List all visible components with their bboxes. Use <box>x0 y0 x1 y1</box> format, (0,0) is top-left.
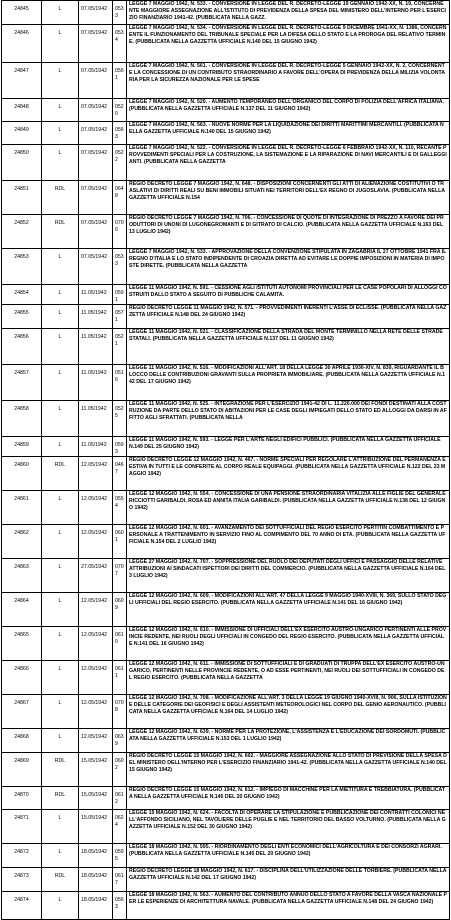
table-row <box>2 215 450 249</box>
act-number-cell: 0612 <box>113 787 127 810</box>
act-number-cell: 0609 <box>113 593 127 627</box>
record-number-cell: 24848 <box>2 99 42 122</box>
act-date-cell: 12.05/1942 <box>79 695 113 729</box>
act-date-cell: 12.05/1942 <box>79 661 113 695</box>
act-date-cell: 11.05/1942 <box>79 365 113 401</box>
act-date-cell: 11.05/1942 <box>79 305 113 329</box>
act-date-cell: 07.05/1942 <box>79 145 113 181</box>
act-description-cell: LEGGE 11 MAGGIO 1942, N. 516. - MODIFICAZIONI ALL'ART. 18 DELLA LEGGE 30 APRILE 1936-XIV, N. 839, RIGUARDANTE IL BLOCCO DELLE CONTRIBUZIONI GRAVANTI SULLA PROPRIETA IMMOBILIARE. (PUBBLICATA NELLA GAZZETTA UFFICIALE N.142 DEL 17 GIUGNO 1942) <box>127 365 450 401</box>
act-description-cell: LEGGE 12 MAGGIO 1942, N. 609. - MODIFICAZIONI ALL'ART. 47 DELLA LEGGE 9 MAGGIO 1940-XVIII, N. 369, SULLO STATO DEGLI UFFICIALI DEL REGIO ESERCITO. (PUBBLICATA NELLA GAZZETTA UFFICIALE N.141 DEL 16 GIUGNO 1942) <box>127 593 450 627</box>
act-description-cell: LEGGE 7 MAGGIO 1942, N. 522. - CONVERSIONE IN LEGGE DEL R. DECRETO-LEGGE 6 FEBBRAIO 1942-XX, N. 110, RECANTE PROVVEDIMENTI SPECIALI PER LA COSTRUZIONE, LA SISTEMAZIONE E LA RIPARAZIONE DI NAVI MERCANTILI E DI GALLEGGIANTI. (PUBBLICATA NELLA GAZZETTA <box>127 145 450 181</box>
act-number-cell: 0533 <box>113 249 127 285</box>
act-number-cell: 0571 <box>113 305 127 329</box>
act-type-cell: L <box>42 1 79 25</box>
act-type-cell: RDL <box>42 215 79 249</box>
act-date-cell: 18.05/1942 <box>79 868 113 892</box>
act-description-cell: LEGGE 7 MAGGIO 1942, N. 533. - APPROVAZIONE DELLA CONVENZIONE STIPULATA IN ZAGABRIA IL 27 OTTOBRE 1941 FRA IL REGNO D'ITALIA E LO STATO INDIPENDENTE DI CROAZIA DIRETTA AD EVITARE LE DOPPIE IMPOSIZIONI IN MATERIA DI IMPOSTE DIRETTE. (PUBBLICATA NELLA GAZZETTA <box>127 249 450 285</box>
record-number-cell: 24850 <box>2 145 42 181</box>
record-number-cell: 24854 <box>2 285 42 305</box>
act-description-cell: LEGGE 7 MAGGIO 1942, N. 561. - CONVERSIONE IN LEGGE DEL R. DECRETO-LEGGE 5 GENNAIO 1942-XX, N. 2, CONCERNENTE LA CONCESSIONE DI UN CONTRIBUTO STRAORDINARIO A FAVORE DELL'OPERA DI PREVIDENZA DELLA MILIZIA VOLONTARIA PER LA SICUREZZA NAZIONALE PER LE SPESE <box>127 63 450 99</box>
act-description-cell: REGIO DECRETO LEGGE 7 MAGGIO 1942, N. 706. - CONCESSIONE DI QUOTE DI INTEGRAZIONE DI PREZZO A FAVORE DEI PRODUTTORI DI UNONI DI LUGONEGROMANTI E DI GITRATO DI CALCIO. (PUBBLICATA NELLA GAZZETTA UFFICIALE N.163 DEL 13 LUGLIO 1942) <box>127 215 450 249</box>
table-row <box>2 868 450 892</box>
table-row <box>2 593 450 627</box>
record-number-cell: 24870 <box>2 787 42 810</box>
act-number-cell: 0602 <box>113 753 127 787</box>
table-row <box>2 99 450 122</box>
act-number-cell: 0611 <box>113 661 127 695</box>
act-description-cell: LEGGE 7 MAGGIO 1942, N. 534. - CONVERSIONE IN LEGGE DEL R. DECRETO-LEGGE 9 DICEMBRE 1941-XX, N. 1386, CONCERNENTE IL FUNZIONAMENTO DEL TRIBUNALE SPECIALE PER LA DIFESA DELLO STATO E LA PROROGA DEL RELATIVO TERMINE. (PUBBLICATA NELLA GAZZETTA UFFICIALE N.140 DEL 15 GIUGNO 1942) <box>127 25 450 63</box>
act-type-cell: RDL <box>42 457 79 491</box>
record-number-cell: 24845 <box>2 1 42 25</box>
act-number-cell: 0601 <box>113 525 127 559</box>
act-date-cell: 12.05/1942 <box>79 457 113 491</box>
act-date-cell: 07.05/1942 <box>79 63 113 99</box>
act-date-cell: 15.05/1942 <box>79 810 113 844</box>
act-type-cell: L <box>42 559 79 593</box>
act-number-cell: 0624 <box>113 810 127 844</box>
act-description-cell: REGIO DECRETO LEGGE 18 MAGGIO 1942, N. 617. - DISCIPLINA DELL'UTILIZZAZIONE DELLE TORBIERE. (PUBBLICATA NELLA GAZZETTA UFFICIALE N.142 DEL 17 GIUGNO 1942) <box>127 868 450 892</box>
record-number-cell: 24852 <box>2 215 42 249</box>
act-type-cell: RDL <box>42 868 79 892</box>
act-date-cell: 27.05/1942 <box>79 559 113 593</box>
table-row <box>2 729 450 753</box>
act-description-cell: LEGGE 12 MAGGIO 1942, N. 601. - AVANZAMENTO DEI SOTTUFFICIALI DEL REGIO ESERCITO PERTITIN COMBATTIMENTO E PERSONALE A TRATTENIMENTO IN SERVIZIO FINO AL COMPIMENTO DEL 70 ANNO DI ETA. (PUBBLICATA NELLA GAZZETTA UFFICIALE N.154 DEL 2 LUGLIO 1942) <box>127 525 450 559</box>
record-number-cell: 24846 <box>2 25 42 63</box>
laws-register-body <box>2 1 450 920</box>
act-type-cell: L <box>42 810 79 844</box>
table-row <box>2 559 450 593</box>
act-number-cell: 0516 <box>113 365 127 401</box>
record-number-cell: 24860 <box>2 457 42 491</box>
record-number-cell: 24849 <box>2 122 42 145</box>
table-row <box>2 753 450 787</box>
act-date-cell: 07.05/1942 <box>79 1 113 25</box>
act-number-cell: 0648 <box>113 181 127 215</box>
table-row <box>2 787 450 810</box>
table-row <box>2 145 450 181</box>
record-number-cell: 24871 <box>2 810 42 844</box>
act-date-cell: 11.05/1942 <box>79 285 113 305</box>
record-number-cell: 24855 <box>2 305 42 329</box>
table-row <box>2 249 450 285</box>
record-number-cell: 24847 <box>2 63 42 99</box>
act-number-cell: 0522 <box>113 145 127 181</box>
table-row <box>2 892 450 920</box>
act-date-cell: 12.05/1942 <box>79 729 113 753</box>
record-number-cell: 24874 <box>2 892 42 920</box>
act-type-cell: L <box>42 729 79 753</box>
act-number-cell: 0610 <box>113 627 127 661</box>
table-row <box>2 457 450 491</box>
act-date-cell: 15.05/1942 <box>79 787 113 810</box>
act-description-cell: LEGGE 7 MAGGIO 1942, N. 563. - NUOVE NORME PER LA LIQUIDAZIONE DEI DIRITTI MARITTIMI MERCANTILI. (PUBBLICATA NELLA GAZZETTA UFFICIALE N.140 DEL 15 GIUGNO 1942) <box>127 122 450 145</box>
act-number-cell: 0561 <box>113 63 127 99</box>
act-description-cell: LEGGE 12 MAGGIO 1942, N. 611. - IMMISSIONE DI SOTTUFFICIALI E DI GRADUATI DI TRUPPA DELL'EX ESERCITO AUSTRO-UNGARICO, PERTINENTI NELLE PROVINCIE REDENTE, O AD ESSE PERTINENTI, NEI RUOLI DEI SOTTUFFICIALI IN CONGEDO DEL REGIO ESERCITO. (PUBBLICATA NELLA GAZZETTA <box>127 661 450 695</box>
record-number-cell: 24862 <box>2 525 42 559</box>
act-type-cell: L <box>42 627 79 661</box>
act-type-cell: L <box>42 491 79 525</box>
act-type-cell: L <box>42 25 79 63</box>
act-date-cell: 18.05/1942 <box>79 844 113 868</box>
act-description-cell: LEGGE 27 MAGGIO 1942, N. 707. - SOPPRESSIONE DEL RUOLO DEI DEPUTATI DEGLI UFFICI E PASSAGGIO DELLE RELATIVE ATTRIBUZIONI AI SINDACATI ISPETTORI DEI DIRITTI DEL COMMERCIO. (PUBBLICATA NELLA GAZZETTA UFFICIALE N.164 DEL 3 LUGLIO 1942) <box>127 559 450 593</box>
record-number-cell: 24861 <box>2 491 42 525</box>
act-type-cell: RDL <box>42 181 79 215</box>
act-date-cell: 12.05/1942 <box>79 593 113 627</box>
act-description-cell: LEGGE 18 MAGGIO 1942, N. 563. - AUMENTO DEL CONTRIBUTO ANNUO DELLO STATO A FAVORE DELLA VASCA NAZIONALE PER LE ESPERIENZE DI ARCHITETTURA NAVALE. (PUBBLICATA NELLA GAZZETTA UFFICIALE N.148 DEL 24 GIUGNO 1942) <box>127 892 450 920</box>
act-description-cell: REGIO DECRETO LEGGE 15 MAGGIO 1942, N. 602. - MAGGIORE ASSEGNAZIONE ALLO STATO DI PREVISIONE DELLA SPESA DEL MINISTERO DELL'INTERNO PER L'ESERCIZIO FINANZIARIO 1941-42. (PUBBLICATA NELLA GAZZETTA UFFICIALE N.140 DEL 15 GIUGNO 1942) <box>127 753 450 787</box>
act-type-cell: L <box>42 401 79 437</box>
act-description-cell: LEGGE 11 MAGGIO 1942, N. 593. - LEGGE PER L'ARTE NEGLI EDIFICI PUBBLICI. (PUBBLICATA NELLA GAZZETTA UFFICIALE N.149 DEL 25 GIUGNO 1942) <box>127 437 450 457</box>
act-date-cell: 11.05/1942 <box>79 329 113 365</box>
act-number-cell: 0591 <box>113 285 127 305</box>
act-number-cell: 0706 <box>113 215 127 249</box>
act-description-cell: LEGGE 15 MAGGIO 1942, N. 624. - FACOLTA DI OPERARE LA STIPULAZIONE E PUBBLICAZIONE DEI CONTRATTI COLONICI NELL'AFFONDO SICILIANO, NEL TAVOLIERE DELLE PUGLIE E NEL TERRITORIO DEL BASSO VOLTURNO. (PUBBLICATA NELLA GAZZETTA UFFICIALE N.152 DEL 30 GIUGNO 1942) <box>127 810 450 844</box>
act-description-cell: REGIO DECRETO LEGGE 11 MAGGIO 1942, N. 571. - PROVVEDIMENTI INERENTI L'ASSE DI ECLISSE. (PUBBLICATA NELLA GAZZETTA UFFICIALE N.148 DEL 24 GIUGNO 1942) <box>127 305 450 329</box>
table-row <box>2 63 450 99</box>
table-row <box>2 695 450 729</box>
act-number-cell: 0520 <box>113 99 127 122</box>
act-date-cell: 12.05/1942 <box>79 627 113 661</box>
record-number-cell: 24868 <box>2 729 42 753</box>
record-number-cell: 24872 <box>2 844 42 868</box>
table-row <box>2 122 450 145</box>
act-description-cell: LEGGE 11 MAGGIO 1942, N. 521. - CLASSIFICAZIONE DELLA STRADA DEL MONTE TERMINILLO NELLA RETE DELLE STRADE STATALI. (PUBBLICATA NELLA GAZZETTA UFFICIALE N.137 DEL 11 GIUGNO 1942) <box>127 329 450 365</box>
act-number-cell: 0534 <box>113 25 127 63</box>
record-number-cell: 24865 <box>2 627 42 661</box>
act-description-cell: REGIO DECRETO LEGGE 7 MAGGIO 1942, N. 648. - DISPOSIZIONI CONCERNENTI GLI ATTI DI ALIENAZIONE COSTITUTIVI O TRASLATIVI DI DIRITTI REALI SU BENI IMMOBILI SITUATI NEI TERRITORI DELL'EX REGNO DI JUGOSLAVIA. (PUBBLICATA NELLA GAZZETTA UFFICIALE N.154 <box>127 181 450 215</box>
table-row <box>2 329 450 365</box>
act-number-cell: 0525 <box>113 401 127 437</box>
act-description-cell: LEGGE 12 MAGGIO 1942, N. 708. - MODIFICAZIONE ALL'ART. 3 DELLA LEGGE 19 GIUGNO 1940-XVIII, N. 906, SULLA ISTITUZIONE DELLE CATEGORIE DEI GEOFISICI E DEGLI ASSISTENTI METEOROLOGICI NEL CORPO DEL GENIO AERONAUTICO. (PUBBLICATA NELLA GAZZETTA UFFICIALE N.164 DEL 14 LUGLIO 1942) <box>127 695 450 729</box>
act-number-cell: 0708 <box>113 695 127 729</box>
act-description-cell: LEGGE 12 MAGGIO 1942, N. 639. - NORME PER LA PROTEZIONE, L'ASSISTENZA E L'EDUCAZIONE DEI SORDOMUTI. (PUBBLICATA NELLA GAZZETTA UFFICIALE N.153 DEL 1 LUGLIO 1942) <box>127 729 450 753</box>
act-type-cell: L <box>42 99 79 122</box>
record-number-cell: 24851 <box>2 181 42 215</box>
table-row <box>2 491 450 525</box>
act-type-cell: L <box>42 525 79 559</box>
act-number-cell: 0617 <box>113 868 127 892</box>
act-type-cell: L <box>42 437 79 457</box>
laws-register-table <box>1 0 450 920</box>
table-row <box>2 305 450 329</box>
table-row <box>2 627 450 661</box>
table-row <box>2 365 450 401</box>
act-type-cell: RDL <box>42 787 79 810</box>
table-row <box>2 401 450 437</box>
act-date-cell: 07.05/1942 <box>79 215 113 249</box>
act-date-cell: 18.05/1942 <box>79 892 113 920</box>
act-type-cell: RDL <box>42 753 79 787</box>
act-number-cell: 0467 <box>113 457 127 491</box>
act-date-cell: 12.05/1942 <box>79 525 113 559</box>
record-number-cell: 24873 <box>2 868 42 892</box>
act-date-cell: 07.05/1942 <box>79 249 113 285</box>
act-number-cell: 0639 <box>113 729 127 753</box>
act-date-cell: 11.05/1942 <box>79 401 113 437</box>
act-date-cell: 07.05/1942 <box>79 25 113 63</box>
act-number-cell: 0563 <box>113 892 127 920</box>
act-description-cell: REGIO DECRETO LEGGE 12 MAGGIO 1942, N. 467. - NORME SPECIALI PER REGOLARE L'ATTRIBUZIONE DEL PERMANENZA E ESTIVA IN TUTTI E LE CONFERITE AL CORPO REALE EQUIPAGGI. (PUBBLICATA NELLA GAZZETTA UFFICIALE N.122 DEL 23 MAGGIO 1942) <box>127 457 450 491</box>
record-number-cell: 24867 <box>2 695 42 729</box>
act-date-cell: 11.05/1942 <box>79 437 113 457</box>
table-row <box>2 1 450 25</box>
act-date-cell: 07.05/1942 <box>79 99 113 122</box>
act-type-cell: L <box>42 365 79 401</box>
table-row <box>2 25 450 63</box>
act-type-cell: L <box>42 249 79 285</box>
table-row <box>2 844 450 868</box>
act-number-cell: 0707 <box>113 559 127 593</box>
act-date-cell: 07.05/1942 <box>79 122 113 145</box>
act-number-cell: 0554 <box>113 491 127 525</box>
record-number-cell: 24866 <box>2 661 42 695</box>
act-description-cell: LEGGE 12 MAGGIO 1942, N. 554. - CONCESSIONE DI UNA PENSIONE STRAORDINARIA VITALIZIA ALLE FIGLIE DEL GENERALE RICCIOTTI GARIBALDI, ROSA ED ANNITA ITALIA GARIBALDI. (PUBBLICATA NELLA GAZZETTA UFFICIALE N.138 DEL 12 GIUGNO 1942) <box>127 491 450 525</box>
act-number-cell: 0593 <box>113 437 127 457</box>
act-type-cell: L <box>42 593 79 627</box>
act-type-cell: L <box>42 695 79 729</box>
act-number-cell: 0563 <box>113 122 127 145</box>
record-number-cell: 24859 <box>2 437 42 457</box>
act-description-cell: LEGGE 18 MAGGIO 1942, N. 595. - RIORDINAMENTO DEGLI ENTI ECONOMICI DELL'AGRICOLTURA E DEI CONSORZI AGRARI. (PUBBLICATA NELLA GAZZETTA UFFICIALE N.145 DEL 20 GIUGNO 1942) <box>127 844 450 868</box>
act-type-cell: L <box>42 892 79 920</box>
table-row <box>2 285 450 305</box>
act-type-cell: L <box>42 844 79 868</box>
act-date-cell: 15.05/1942 <box>79 753 113 787</box>
act-description-cell: LEGGE 7 MAGGIO 1942, N. 533. - CONVERSIONE IN LEGGE DEL R. DECRETO-LEGGE 19 GENNAIO 1942-XX, N. 19, CONCERNENTE MAGGIORE ASSEGNAZIONE ALL'ISTITUTO DI PREVIDENZA DELLA SPESA DEL MINISTERO DELL'INTERNO PER L'ESERCIZIO FINANZIARIO 1941-42. (PUBBLICATA NELLA GAZZ. <box>127 1 450 25</box>
table-row <box>2 181 450 215</box>
act-type-cell: L <box>42 63 79 99</box>
act-type-cell: L <box>42 661 79 695</box>
act-number-cell: 0533 <box>113 1 127 25</box>
record-number-cell: 24863 <box>2 559 42 593</box>
record-number-cell: 24864 <box>2 593 42 627</box>
act-description-cell: LEGGE 12 MAGGIO 1942, N. 610. - IMMISSIONE DI UFFICIALI DELL'EX ESERCITO AUSTRO-UNGARICO PERTINENTI ALLE PROVINCIE REDENTE, NEI RUOLI DEGLI UFFICIALI IN CONGEDO DEL REGIO ESERCITO. (PUBBLICATA NELLA GAZZETTA UFFICIALE N.141 DEL 16 GIUGNO 1942) <box>127 627 450 661</box>
table-row <box>2 525 450 559</box>
act-type-cell: L <box>42 145 79 181</box>
record-number-cell: 24856 <box>2 329 42 365</box>
act-type-cell: L <box>42 285 79 305</box>
table-row <box>2 661 450 695</box>
table-row <box>2 437 450 457</box>
act-type-cell: L <box>42 329 79 365</box>
table-row <box>2 810 450 844</box>
act-date-cell: 12.05/1942 <box>79 491 113 525</box>
act-number-cell: 0521 <box>113 329 127 365</box>
record-number-cell: 24857 <box>2 365 42 401</box>
act-number-cell: 0595 <box>113 844 127 868</box>
record-number-cell: 24853 <box>2 249 42 285</box>
record-number-cell: 24858 <box>2 401 42 437</box>
act-type-cell: L <box>42 305 79 329</box>
act-description-cell: LEGGE 7 MAGGIO 1942, N. 520. - AUMENTO TEMPORANEO DELL'ORGANICO DEL CORPO DI POLIZIA DELL'AFRICA ITALIANA. (PUBBLICATA NELLA GAZZETTA UFFICIALE N.137 DEL 11 GIUGNO 1942) <box>127 99 450 122</box>
act-description-cell: LEGGE 11 MAGGIO 1942, N. 591. - CESSIONE AGLI ISTITUTI AUTONOMI PROVINCIALI PER LE CASE POPOLARI DI ALLOGGI COSTRUITI DALLO STATO A SEGUITO DI PUBBLICHE CALAMITA. <box>127 285 450 305</box>
act-description-cell: REGIO DECRETO LEGGE 15 MAGGIO 1942, N. 612. - IMPIEGO DI MACCHINE PER LA MIETITURA E TREBBIATURA. (PUBBLICATA NELLA GAZZETTA UFFICIALE N.145 DEL 20 GIUGNO 1942) <box>127 787 450 810</box>
act-date-cell: 07.05/1942 <box>79 181 113 215</box>
act-type-cell: L <box>42 122 79 145</box>
act-description-cell: LEGGE 11 MAGGIO 1942, N. 525. - INTEGRAZIONE PER L'ESERCIZIO 1941-42 DI L. 11.220.000 DEI FONDI DESTINATI ALLA COSTRUZIONE DA PARTE DELLO STATO DI ABITAZIONI PER LE CASE DEGLI IMPIEGATI DELLO STATO ED ALLOGGI DA DARSI IN AFFITTO AGLI SFRATTATI. (PUBBLICATA NELLA <box>127 401 450 437</box>
record-number-cell: 24869 <box>2 753 42 787</box>
